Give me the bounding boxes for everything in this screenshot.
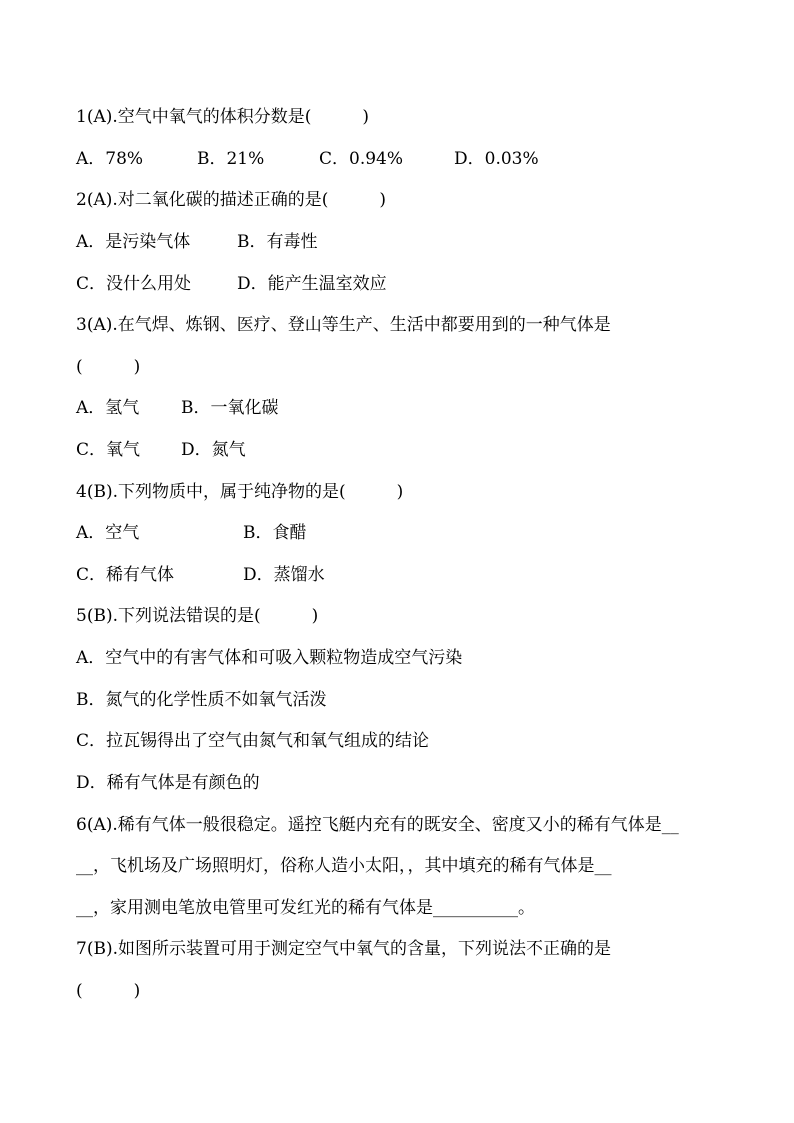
question-5-option-d: D．稀有气体是有颜色的 <box>76 773 260 793</box>
question-4-option-a: A．空气 <box>76 523 140 543</box>
question-3-option-a: A．氢气 <box>76 398 140 418</box>
question-5-option-c: C．拉瓦锡得出了空气由氮气和氧气组成的结论 <box>76 731 430 751</box>
question-2-option-a: A．是污染气体 <box>76 232 191 252</box>
question-3-option-b: B．一氧化碳 <box>181 398 279 418</box>
question-4-stem: 4(B).下列物质中，属于纯净物的是( ) <box>76 482 404 502</box>
question-4-option-c: C．稀有气体 <box>76 565 175 585</box>
question-3-stem-bracket: ( ) <box>76 357 141 377</box>
question-3-stem: 3(A).在气焊、炼钢、医疗、登山等生产、生活中都要用到的一种气体是 <box>76 315 611 335</box>
question-7-stem: 7(B).如图所示装置可用于测定空气中氧气的含量，下列说法不正确的是 <box>76 939 611 959</box>
question-2-stem: 2(A).对二氧化碳的描述正确的是( ) <box>76 190 387 210</box>
question-2-option-d: D．能产生温室效应 <box>237 274 387 294</box>
question-6-line-3: __，家用测电笔放电管里可发红光的稀有气体是__________。 <box>76 898 535 918</box>
question-1-option-d: D．0.03% <box>454 149 539 169</box>
question-6-line-2: __，飞机场及广场照明灯，俗称人造小太阳，，其中填充的稀有气体是__ <box>76 856 612 876</box>
question-1-option-a: A．78% <box>76 149 144 169</box>
question-3-option-c: C．氧气 <box>76 440 141 460</box>
question-2-option-c: C．没什么用处 <box>76 274 192 294</box>
question-1-stem: 1(A).空气中氧气的体积分数是( ) <box>76 107 370 127</box>
question-7-stem-bracket: ( ) <box>76 981 141 1001</box>
question-3-option-d: D．氮气 <box>181 440 246 460</box>
question-5-stem: 5(B).下列说法错误的是( ) <box>76 606 319 626</box>
question-5-option-b: B．氮气的化学性质不如氧气活泼 <box>76 690 327 710</box>
question-5-option-a: A．空气中的有害气体和可吸入颗粒物造成空气污染 <box>76 648 463 668</box>
question-1-option-b: B．21% <box>197 149 265 169</box>
question-1-option-c: C．0.94% <box>319 149 404 169</box>
question-4-option-d: D．蒸馏水 <box>243 565 325 585</box>
question-4-option-b: B．食醋 <box>243 523 307 543</box>
question-6-line-1: 6(A).稀有气体一般很稳定。遥控飞艇内充有的既安全、密度又小的稀有气体是__ <box>76 815 679 835</box>
question-2-option-b: B．有毒性 <box>237 232 318 252</box>
